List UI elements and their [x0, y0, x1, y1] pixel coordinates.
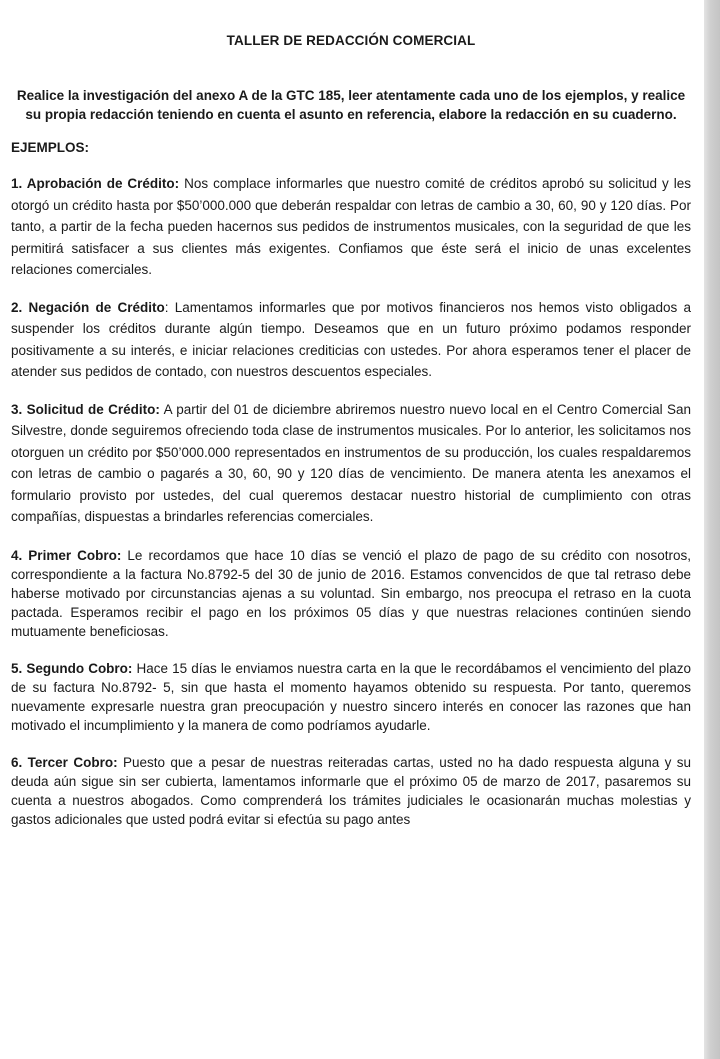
example-text: Nos complace informarles que nuestro comité de créditos aprobó su solicitud y les otorgó un crédito hasta por $50’000.000 que deberán respaldar con letras de cambio a 30, 60, 90 y 120 días. Por tanto, a partir de la fecha pueden hacernos sus pedidos de instrumentos musicales, con la seguridad de que les permitirá satisfacer a sus clientes más exigentes. Confiamos que éste será el inicio de unas excelentes relaciones comerciales. [11, 176, 691, 277]
example-label: 3. Solicitud de Crédito: [11, 401, 160, 417]
example-text: A partir del 01 de diciembre abriremos nuestro nuevo local en el Centro Comercial San Silvestre, donde seguiremos ofreciendo toda clase de instrumentos musicales. Por lo anterior, les solicitamos nos otorguen un crédito por $50’000.000 representados en instrumentos de su producción, los cuales respaldaremos con letras de cambio o pagarés a 30, 60, 90 y 120 días de vencimiento. De manera atenta les anexamos el formulario provisto por ustedes, del cual queremos destacar nuestro historial de cumplimiento con otras compañías, dispuestas a brindarles referencias comerciales. [11, 401, 691, 524]
example-5-second-collection [11, 659, 691, 735]
example-label: 1. Aprobación de Crédito: [11, 176, 180, 191]
example-3-request [11, 399, 691, 528]
example-1-approval [11, 173, 691, 281]
example-6-third-collection [11, 753, 691, 829]
example-text: Puesto que a pesar de nuestras reiteradas cartas, usted no ha dado respuesta alguna y su deuda aún sigue sin ser cubierta, lamentamos informarle que el próximo 05 de marzo de 2017, pasaremos su cuenta a nuestros abogados. Como comprenderá los trámites judiciales le ocasionarán muchas molestias y gastos adicionales que usted podrá evitar si efectúa su pago antes [11, 754, 692, 827]
document-content [11, 0, 691, 842]
example-text: : Lamentamos informarles que por motivos financieros nos hemos visto obligados a suspender los créditos durante algún tiempo. Deseamos que en un futuro próximo podamos responder positivamente a su interés, e iniciar relaciones crediticias con ustedes. Por ahora esperamos tener el placer de atender sus pedidos de contado, con nuestros descuentos especiales. [11, 299, 691, 379]
page-edge-shadow [704, 0, 720, 1059]
example-text: Hace 15 días le enviamos nuestra carta en la que le recordábamos el vencimiento del plazo de su factura No.8792- 5, sin que hasta el momento hayamos obtenido su respuesta. Por tanto, queremos nuevamente expresarle nuestra gran preocupación y nuestro sincero interés en conocer las razones que han motivado el incumplimiento y la manera de como podríamos ayudarle. [11, 660, 691, 733]
example-4-first-collection [11, 546, 691, 641]
instructions-paragraph: Realice la investigación del anexo A de la GTC 185, leer atentamente cada uno de los ejemplos, y realice su propia redacción teniendo en cuenta el asunto en referencia, elabore la redacción en su cuaderno. [16, 88, 686, 122]
example-text: Le recordamos que hace 10 días se venció el plazo de pago de su crédito con nosotros, correspondiente a la factura No.8792-5 del 30 de junio de 2016. Estamos convencidos de que tal retraso debe haberse motivado por circunstancias ajenas a su voluntad. Sin embargo, nos preocupa el retraso en la cuota pactada. Esperamos recibir el pago en los próximos 05 días y que nuestras relaciones continúen siendo mutuamente beneficiosas. [11, 547, 691, 639]
example-label: 6. Tercer Cobro: [11, 754, 118, 770]
example-label: 2. Negación de Crédito [11, 299, 165, 315]
example-2-denial [11, 297, 691, 383]
example-label: 5. Segundo Cobro: [11, 660, 133, 676]
document-title: TALLER DE REDACCIÓN COMERCIAL [226, 33, 476, 48]
examples-heading: EJEMPLOS: [11, 140, 90, 155]
example-label: 4. Primer Cobro: [11, 547, 122, 563]
